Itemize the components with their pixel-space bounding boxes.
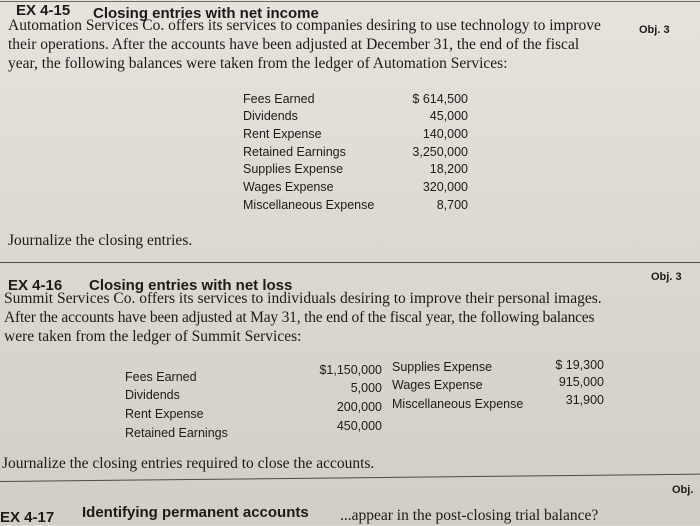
ex15-account-amount: 8,700: [436, 198, 468, 212]
ex15-instruction: Journalize the closing entries.: [8, 232, 193, 249]
ex15-account-name: Supplies Expense: [243, 162, 344, 176]
ex15-account-name: Rent Expense: [243, 127, 322, 141]
ex15-account-name: Dividends: [243, 109, 298, 123]
ex16-account-name: Dividends: [125, 388, 180, 402]
ex16-desc-line-1: Summit Services Co. offers its services to individuals desiring to improve their personal images.: [4, 290, 602, 307]
ex16-account-name: Rent Expense: [125, 407, 204, 421]
ex16-instruction: Journalize the closing entries required to close the accounts.: [2, 455, 375, 472]
ex16-account-amount: 450,000: [336, 419, 382, 433]
ex16-account-name: Fees Earned: [125, 370, 197, 384]
ex16-desc-line-3: were taken from the ledger of Summit Services:: [4, 328, 302, 345]
ex16-desc-line-2: After the accounts have been adjusted at May 31, the end of the fiscal year, the following balances: [4, 309, 595, 326]
ex16-account-amount: 200,000: [336, 400, 382, 414]
ex16-account-name: Supplies Expense: [392, 360, 493, 374]
ex15-desc-line-2: their operations. After the accounts have been adjusted at December 31, the end of the fiscal: [8, 36, 580, 53]
ex17-objective: Obj.: [672, 484, 694, 496]
ex15-objective: Obj. 3: [639, 24, 670, 36]
ex15-account-amount: 18,200: [429, 162, 468, 176]
top-rule: [0, 1, 700, 2]
ex15-account-name: Miscellaneous Expense: [243, 198, 375, 212]
ex16-account-name: Miscellaneous Expense: [392, 397, 524, 411]
ex15-account-amount: $ 614,500: [412, 92, 468, 106]
ex15-desc-line-1: Automation Services Co. offers its services to companies desiring to use technology to improve: [8, 17, 601, 34]
ex15-desc-line-3: year, the following balances were taken from the ledger of Automation Services:: [8, 55, 508, 72]
ex15-account-amount: 3,250,000: [412, 145, 468, 159]
ex15-id: EX 4-15: [16, 2, 71, 19]
ex16-account-amount: 915,000: [558, 375, 604, 389]
ex17-title: Identifying permanent accounts: [82, 504, 309, 521]
section-divider: [0, 474, 700, 482]
ex16-account-name: Retained Earnings: [125, 426, 228, 440]
ex15-account-name: Fees Earned: [243, 92, 315, 106]
ex17-partial-line: ...appear in the post-closing trial balance?: [340, 507, 599, 524]
ex16-id: EX 4-16: [8, 277, 63, 294]
ex17-id: EX 4-17: [0, 509, 55, 526]
ex15-account-amount: 140,000: [422, 127, 468, 141]
ex16-account-amount: $1,150,000: [319, 363, 382, 377]
ex16-account-amount: 5,000: [350, 381, 382, 395]
ex15-title: Closing entries with net income: [93, 5, 319, 22]
section-divider: [0, 262, 700, 263]
ex15-account-amount: 45,000: [429, 109, 468, 123]
ex16-objective: Obj. 3: [651, 271, 682, 283]
ex15-account-amount: 320,000: [422, 180, 468, 194]
ex16-account-name: Wages Expense: [392, 378, 483, 392]
ex15-account-name: Retained Earnings: [243, 145, 346, 159]
ex16-account-amount: 31,900: [565, 393, 604, 407]
ex16-account-amount: $ 19,300: [555, 358, 604, 372]
ex15-account-name: Wages Expense: [243, 180, 334, 194]
ex16-title: Closing entries with net loss: [89, 277, 293, 294]
